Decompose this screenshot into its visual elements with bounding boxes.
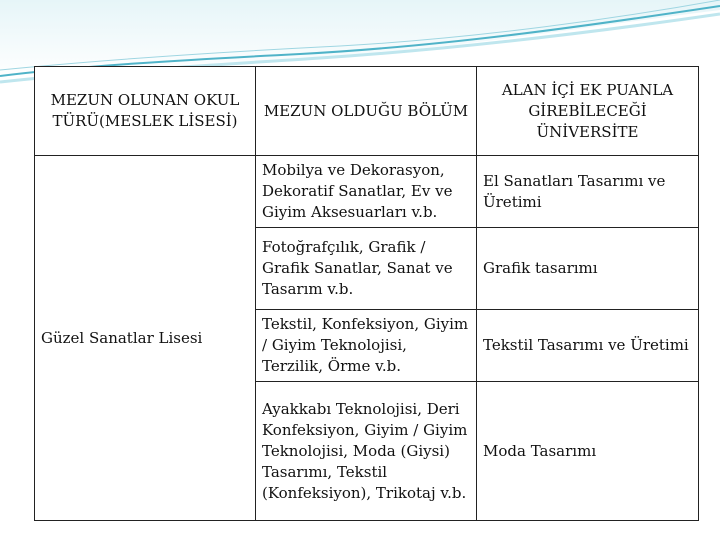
department-cell: Ayakkabı Teknolojisi, Deri Konfeksiyon, Giyim / Giyim Teknolojisi, Moda (Giysi) Tasarımı, Tekstil (Konfeksiyon), Trikotaj v.b. xyxy=(256,382,477,521)
university-cell: El Sanatları Tasarımı ve Üretimi xyxy=(477,156,699,228)
header-department: MEZUN OLDUĞU BÖLÜM xyxy=(256,67,477,156)
department-university-table xyxy=(34,66,699,521)
university-cell: Grafik tasarımı xyxy=(477,228,699,310)
table-row xyxy=(35,156,699,228)
university-cell: Tekstil Tasarımı ve Üretimi xyxy=(477,310,699,382)
department-cell: Mobilya ve Dekorasyon, Dekoratif Sanatlar, Ev ve Giyim Aksesuarları v.b. xyxy=(256,156,477,228)
department-cell: Fotoğrafçılık, Grafik / Grafik Sanatlar, Sanat ve Tasarım v.b. xyxy=(256,228,477,310)
university-cell: Moda Tasarımı xyxy=(477,382,699,521)
department-cell: Tekstil, Konfeksiyon, Giyim / Giyim Teknolojisi, Terzilik, Örme v.b. xyxy=(256,310,477,382)
header-school-type: MEZUN OLUNAN OKUL TÜRÜ(MESLEK LİSESİ) xyxy=(35,67,256,156)
school-type-cell: Güzel Sanatlar Lisesi xyxy=(35,156,256,521)
table-header-row xyxy=(35,67,699,156)
header-university: ALAN İÇİ EK PUANLA GİREBİLECEĞİ ÜNİVERSİTE xyxy=(477,67,699,156)
